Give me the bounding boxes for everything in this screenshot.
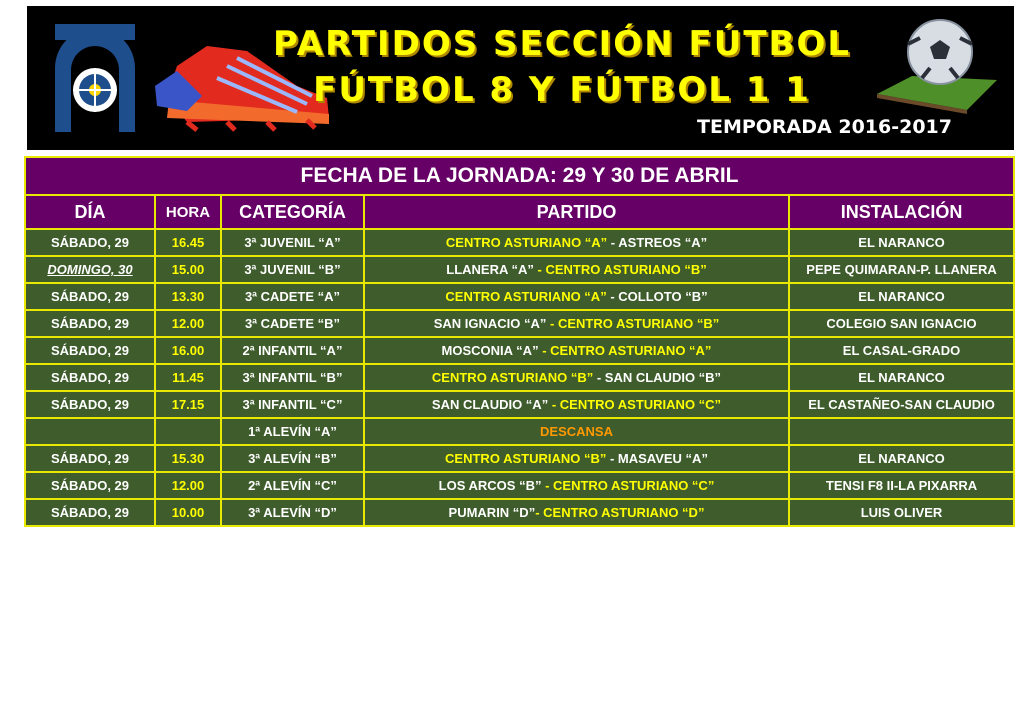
- category: 2ª INFANTIL “A”: [221, 337, 364, 364]
- home-team: LLANERA “A”: [446, 262, 534, 277]
- schedule-table: [24, 156, 1015, 527]
- match-day-cell: [25, 472, 155, 499]
- kickoff-time: 12.00: [155, 310, 221, 337]
- table-row: [25, 445, 1014, 472]
- table-row: [25, 283, 1014, 310]
- kickoff-time: 16.45: [155, 229, 221, 256]
- match-day: SÁBADO, 29: [50, 451, 130, 466]
- match-separator: -: [535, 505, 544, 520]
- home-team: MOSCONIA “A”: [441, 343, 539, 358]
- venue: EL NARANCO: [789, 283, 1014, 310]
- column-header-day: DÍA: [25, 195, 155, 229]
- match-day-cell: [25, 229, 155, 256]
- away-team: MASAVEU “A”: [617, 451, 708, 466]
- kickoff-time: 10.00: [155, 499, 221, 526]
- match-separator: -: [538, 343, 551, 358]
- match-day-cell: [25, 364, 155, 391]
- kickoff-time: 16.00: [155, 337, 221, 364]
- match-day: SÁBADO, 29: [50, 397, 130, 412]
- category: 3ª JUVENIL “B”: [221, 256, 364, 283]
- venue: [789, 418, 1014, 445]
- home-team: SAN CLAUDIO “A”: [431, 397, 549, 412]
- match-separator: -: [548, 397, 560, 412]
- home-team: LOS ARCOS “B”: [438, 478, 542, 493]
- match-day: SÁBADO, 29: [50, 289, 130, 304]
- match-day: SÁBADO, 29: [50, 235, 130, 250]
- table-row: [25, 256, 1014, 283]
- match-day-cell: [25, 256, 155, 283]
- away-team: COLLOTO “B”: [618, 289, 708, 304]
- away-team: ASTREOS “A”: [618, 235, 708, 250]
- home-team: CENTRO ASTURIANO “A”: [445, 235, 608, 250]
- match-day-cell: [25, 283, 155, 310]
- away-team: CENTRO ASTURIANO “C”: [553, 478, 715, 493]
- match-cell: [364, 229, 789, 256]
- column-header-time: HORA: [155, 195, 221, 229]
- season-label: TEMPORADA 2016-2017: [697, 116, 952, 138]
- match-day: SÁBADO, 29: [50, 316, 130, 331]
- match-separator: -: [541, 478, 554, 493]
- category: 3ª ALEVÍN “B”: [221, 445, 364, 472]
- match-day-cell: [25, 445, 155, 472]
- table-row: [25, 310, 1014, 337]
- match-separator: -: [606, 451, 618, 466]
- match-day-cell: [25, 499, 155, 526]
- away-team: CENTRO ASTURIANO “B”: [545, 262, 707, 277]
- column-header-match: PARTIDO: [364, 195, 789, 229]
- match-cell: [364, 418, 789, 445]
- matchday-date-banner: FECHA DE LA JORNADA: 29 Y 30 DE ABRIL: [25, 157, 1014, 195]
- away-team: SAN CLAUDIO “B”: [604, 370, 722, 385]
- match-cell: [364, 472, 789, 499]
- match-cell: [364, 337, 789, 364]
- venue: EL CASTAÑEO-SAN CLAUDIO: [789, 391, 1014, 418]
- kickoff-time: 12.00: [155, 472, 221, 499]
- match-cell: [364, 364, 789, 391]
- away-team: CENTRO ASTURIANO “D”: [543, 505, 705, 520]
- match-day-cell: [25, 310, 155, 337]
- table-row: [25, 499, 1014, 526]
- match-separator: -: [606, 289, 619, 304]
- match-day: SÁBADO, 29: [50, 505, 130, 520]
- title-line-1: PARTIDOS SECCIÓN FÚTBOL: [272, 24, 852, 64]
- category: 3ª INFANTIL “C”: [221, 391, 364, 418]
- match-separator: -: [533, 262, 546, 277]
- table-row: [25, 337, 1014, 364]
- rest-label: DESCANSA: [540, 424, 613, 439]
- venue: EL NARANCO: [789, 364, 1014, 391]
- header-banner: [27, 6, 1014, 150]
- match-day-cell: [25, 337, 155, 364]
- match-cell: [364, 499, 789, 526]
- category: 3ª INFANTIL “B”: [221, 364, 364, 391]
- column-header-category: CATEGORÍA: [221, 195, 364, 229]
- match-separator: -: [546, 316, 558, 331]
- venue: EL CASAL-GRADO: [789, 337, 1014, 364]
- away-team: CENTRO ASTURIANO “A”: [550, 343, 712, 358]
- venue: PEPE QUIMARAN-P. LLANERA: [789, 256, 1014, 283]
- match-day: SÁBADO, 29: [50, 343, 130, 358]
- kickoff-time: [155, 418, 221, 445]
- column-header-venue: INSTALACIÓN: [789, 195, 1014, 229]
- kickoff-time: 15.00: [155, 256, 221, 283]
- table-row: [25, 418, 1014, 445]
- table-row: [25, 229, 1014, 256]
- home-team: CENTRO ASTURIANO “B”: [431, 370, 594, 385]
- match-day: DOMINGO, 30: [47, 262, 133, 277]
- category: 1ª ALEVÍN “A”: [221, 418, 364, 445]
- club-logo-icon: [49, 20, 141, 138]
- category: 2ª ALEVÍN “C”: [221, 472, 364, 499]
- match-cell: [364, 445, 789, 472]
- match-cell: [364, 283, 789, 310]
- kickoff-time: 17.15: [155, 391, 221, 418]
- match-cell: [364, 310, 789, 337]
- category: 3ª CADETE “B”: [221, 310, 364, 337]
- venue: COLEGIO SAN IGNACIO: [789, 310, 1014, 337]
- home-team: CENTRO ASTURIANO “B”: [445, 451, 607, 466]
- match-separator: -: [607, 235, 619, 250]
- category: 3ª ALEVÍN “D”: [221, 499, 364, 526]
- venue: LUIS OLIVER: [789, 499, 1014, 526]
- match-day: SÁBADO, 29: [50, 478, 130, 493]
- home-team: SAN IGNACIO “A”: [433, 316, 547, 331]
- football-ball-icon: [872, 14, 1002, 114]
- table-row: [25, 364, 1014, 391]
- match-day-cell: [25, 418, 155, 445]
- match-day-cell: [25, 391, 155, 418]
- title-line-2: FÚTBOL 8 Y FÚTBOL 1 1: [313, 70, 811, 110]
- match-cell: [364, 391, 789, 418]
- table-row: [25, 472, 1014, 499]
- match-separator: -: [593, 370, 605, 385]
- table-row: [25, 391, 1014, 418]
- away-team: CENTRO ASTURIANO “C”: [559, 397, 722, 412]
- venue: EL NARANCO: [789, 445, 1014, 472]
- match-day: SÁBADO, 29: [50, 370, 130, 385]
- venue: TENSI F8 II-LA PIXARRA: [789, 472, 1014, 499]
- category: 3ª JUVENIL “A”: [221, 229, 364, 256]
- kickoff-time: 13.30: [155, 283, 221, 310]
- home-team: CENTRO ASTURIANO “A”: [445, 289, 607, 304]
- venue: EL NARANCO: [789, 229, 1014, 256]
- kickoff-time: 15.30: [155, 445, 221, 472]
- home-team: PUMARIN “D”: [448, 505, 536, 520]
- away-team: CENTRO ASTURIANO “B”: [557, 316, 720, 331]
- kickoff-time: 11.45: [155, 364, 221, 391]
- match-cell: [364, 256, 789, 283]
- category: 3ª CADETE “A”: [221, 283, 364, 310]
